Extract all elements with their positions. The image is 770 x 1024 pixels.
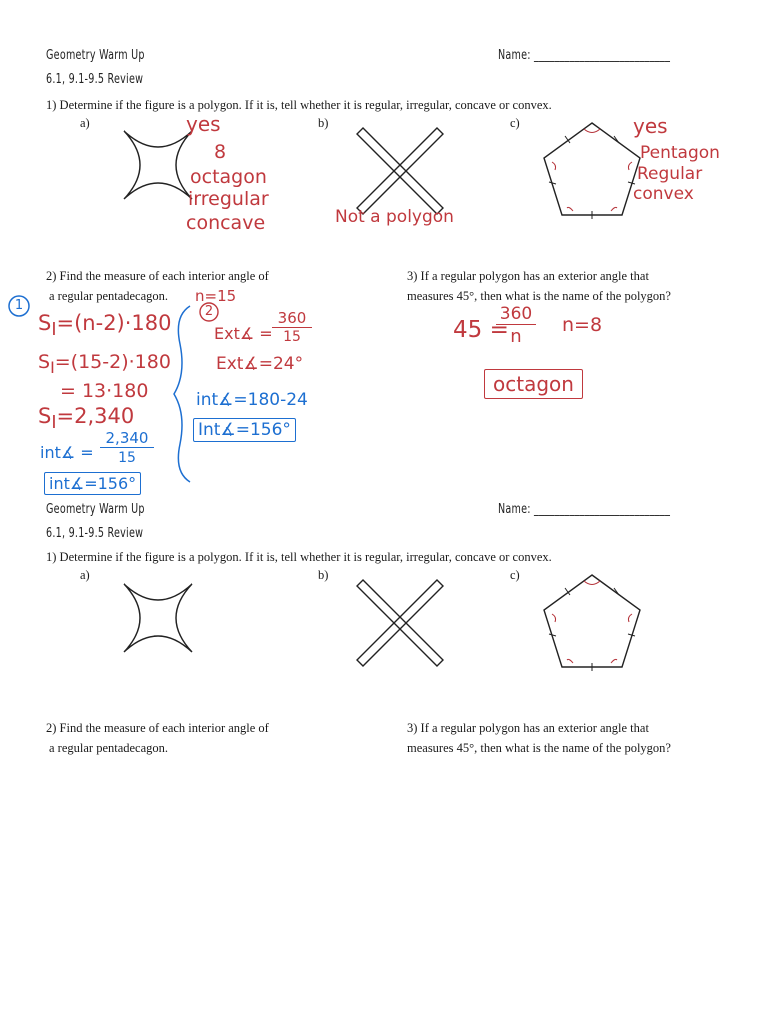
- answer-a-yes: yes: [186, 112, 221, 136]
- answer-a-irregular: irregular: [188, 188, 269, 210]
- name-field[interactable]: Name: ___________________________: [498, 502, 671, 517]
- answer-c-pentagon: Pentagon: [640, 143, 720, 163]
- question-2-line-1: 2) Find the measure of each interior angle of: [46, 269, 269, 283]
- answer-c-regular: Regular: [637, 164, 703, 184]
- method-2-numerator: 360: [272, 310, 312, 328]
- q2-n: n=15: [195, 287, 237, 305]
- sheet-title: Geometry Warm Up: [46, 48, 145, 63]
- method-1-int-label: int∡ =: [40, 443, 94, 462]
- answer-c-convex: convex: [633, 184, 694, 204]
- method-2-denominator: 15: [283, 329, 301, 345]
- question-1-text: 1) Determine if the figure is a polygon. If it is, tell whether it is regular, irregular, concave or convex.: [46, 550, 552, 564]
- x-figure: [355, 578, 445, 668]
- answer-c-yes: yes: [633, 114, 668, 138]
- answer-a-sides: 8: [214, 141, 227, 163]
- label-a: a): [80, 116, 90, 130]
- question-2-line-2: a regular pentadecagon.: [49, 741, 169, 755]
- pentagon-figure: [537, 572, 647, 672]
- method-2-int-line: int∡=180-24: [196, 390, 308, 410]
- method-1-answer: int∡=156°: [44, 472, 141, 495]
- answer-a-concave: concave: [186, 212, 266, 234]
- sheet-subtitle: 6.1, 9.1-9.5 Review: [46, 72, 144, 87]
- q3-n: n=8: [562, 314, 603, 336]
- method-1-line-1: $S_I=(n-2)\cdot 180$: [38, 311, 172, 341]
- question-3-line-1: 3) If a regular polygon has an exterior angle that: [407, 721, 649, 735]
- brace-divider: [168, 304, 198, 484]
- question-3-line-2: measures 45°, then what is the name of the polygon?: [407, 741, 671, 755]
- method-1-numerator: 2,340: [100, 430, 154, 448]
- star-figure: [118, 578, 198, 658]
- sheet-title: Geometry Warm Up: [46, 502, 145, 517]
- method-1-marker: 1: [14, 298, 24, 313]
- label-a: a): [80, 568, 90, 582]
- method-2-answer: Int∡=156°: [193, 418, 296, 442]
- x-figure: [355, 126, 445, 216]
- question-2-line-1: 2) Find the measure of each interior angle of: [46, 721, 269, 735]
- method-2-ext-result: Ext∡=24°: [216, 354, 304, 374]
- star-figure: [118, 125, 198, 205]
- label-c: c): [510, 116, 520, 130]
- question-3-line-1: 3) If a regular polygon has an exterior angle that: [407, 269, 649, 283]
- q3-answer: octagon: [484, 369, 583, 399]
- answer-b: Not a polygon: [335, 207, 454, 227]
- question-3-line-2: measures 45°, then what is the name of the polygon?: [407, 289, 671, 303]
- method-2-marker: 2: [204, 304, 214, 319]
- q3-denominator: n: [510, 326, 522, 347]
- label-c: c): [510, 568, 520, 582]
- label-b: b): [318, 568, 329, 582]
- method-1-line-4: $S_I=2,340$: [38, 404, 135, 434]
- question-1-text: 1) Determine if the figure is a polygon. If it is, tell whether it is regular, irregular, concave or convex.: [46, 98, 552, 112]
- q3-eq-left: 45 =: [453, 317, 509, 343]
- question-2-line-2: a regular pentadecagon.: [49, 289, 169, 303]
- answer-a-octagon: octagon: [190, 166, 267, 188]
- name-field[interactable]: Name: ___________________________: [498, 48, 671, 63]
- pentagon-figure: [537, 120, 647, 220]
- method-1-line-3: = 13·180: [60, 380, 149, 402]
- method-2-ext-label: Ext∡ =: [214, 324, 273, 343]
- method-1-denominator: 15: [118, 450, 136, 466]
- label-b: b): [318, 116, 329, 130]
- sheet-subtitle: 6.1, 9.1-9.5 Review: [46, 526, 144, 541]
- method-1-line-2: $S_I=(15-2)\cdot 180$: [38, 351, 171, 377]
- q3-numerator: 360: [496, 305, 536, 325]
